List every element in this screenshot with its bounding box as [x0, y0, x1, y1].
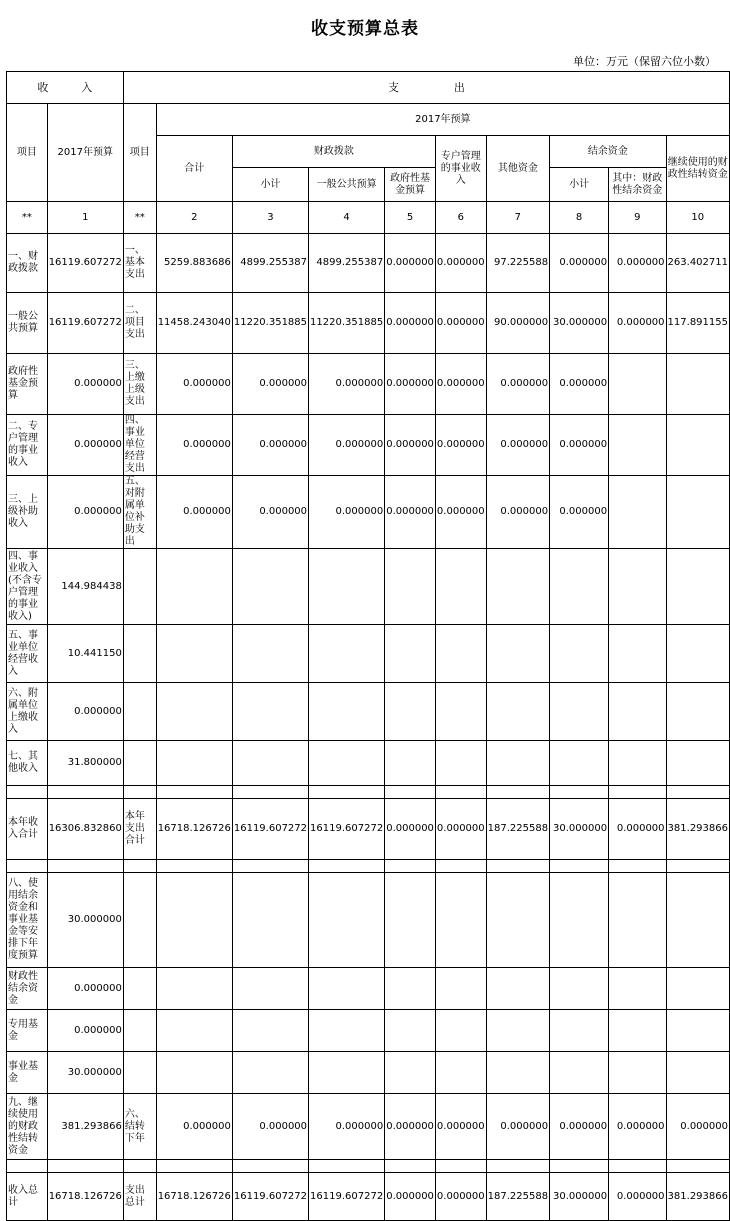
expense-value-cell: 0.000000 [309, 415, 385, 476]
expense-value-cell [550, 968, 609, 1010]
expense-value-cell [232, 1010, 308, 1052]
expense-value-cell: 0.000000 [666, 1094, 729, 1160]
expense-value-cell: 0.000000 [550, 415, 609, 476]
expense-value-cell [666, 476, 729, 549]
expense-value-cell [666, 786, 729, 799]
income-item-cell: 本年收入合计 [7, 799, 48, 860]
expense-value-cell [309, 625, 385, 683]
expense-value-cell: 0.000000 [435, 476, 486, 549]
expense-value-cell [435, 549, 486, 625]
expense-value-cell [232, 625, 308, 683]
expense-item-cell [123, 1052, 156, 1094]
expense-value-cell [435, 1010, 486, 1052]
income-item-cell: 三、上级补助收入 [7, 476, 48, 549]
expense-value-cell: 0.000000 [550, 476, 609, 549]
expense-value-cell: 30.000000 [550, 1173, 609, 1221]
expense-value-cell: 117.891155 [666, 293, 729, 354]
table-row [7, 873, 730, 968]
column-index-cell: ** [123, 202, 156, 234]
expense-value-cell: 0.000000 [609, 1094, 666, 1160]
expense-value-cell [550, 549, 609, 625]
income-budget-cell [47, 786, 123, 799]
income-item-cell: 七、其他收入 [7, 741, 48, 786]
expense-value-cell [609, 625, 666, 683]
expense-value-cell [385, 873, 436, 968]
income-budget-cell: 16119.607272 [47, 234, 123, 293]
table-row [7, 625, 730, 683]
table-row [7, 1010, 730, 1052]
expense-value-cell: 0.000000 [156, 415, 232, 476]
expense-value-cell [309, 1052, 385, 1094]
expense-value-cell [486, 625, 549, 683]
table-row [7, 1160, 730, 1173]
expense-value-cell [232, 741, 308, 786]
expense-value-cell [550, 1010, 609, 1052]
expense-value-cell: 90.000000 [486, 293, 549, 354]
header-gov-fund: 政府性基金预算 [385, 168, 436, 202]
income-item-cell: 六、附属单位上缴收入 [7, 683, 48, 741]
expense-value-cell: 0.000000 [385, 234, 436, 293]
header-subtotal: 小计 [232, 168, 308, 202]
expense-value-cell: 0.000000 [156, 354, 232, 415]
unit-note: 单位：万元（保留六位小数） [573, 55, 716, 68]
expense-value-cell [156, 1052, 232, 1094]
expense-item-cell: 一、基本支出 [123, 234, 156, 293]
expense-value-cell [486, 968, 549, 1010]
expense-item-cell [123, 873, 156, 968]
expense-value-cell [609, 1052, 666, 1094]
expense-value-cell [609, 1010, 666, 1052]
header-budget-2017: 2017年预算 [156, 104, 729, 136]
expense-value-cell [486, 741, 549, 786]
income-item-cell [7, 1160, 48, 1173]
expense-value-cell [385, 786, 436, 799]
table-row [7, 1094, 730, 1160]
expense-item-cell [123, 860, 156, 873]
table-row [7, 234, 730, 293]
expense-value-cell: 0.000000 [385, 1173, 436, 1221]
income-budget-cell [47, 860, 123, 873]
expense-value-cell [666, 741, 729, 786]
expense-value-cell: 0.000000 [232, 415, 308, 476]
expense-value-cell [609, 1160, 666, 1173]
expense-item-cell: 支出总计 [123, 1173, 156, 1221]
expense-value-cell [385, 741, 436, 786]
header-income-budget: 2017年预算 [47, 104, 123, 202]
expense-value-cell: 0.000000 [486, 354, 549, 415]
column-index-cell: 2 [156, 202, 232, 234]
income-budget-cell: 30.000000 [47, 873, 123, 968]
expense-value-cell [550, 683, 609, 741]
expense-value-cell [309, 1160, 385, 1173]
expense-value-cell: 0.000000 [609, 799, 666, 860]
income-budget-cell: 0.000000 [47, 968, 123, 1010]
expense-value-cell [156, 683, 232, 741]
expense-value-cell: 0.000000 [486, 1094, 549, 1160]
expense-value-cell: 16718.126726 [156, 1173, 232, 1221]
expense-value-cell: 0.000000 [385, 354, 436, 415]
expense-value-cell: 0.000000 [609, 1173, 666, 1221]
income-item-cell: 四、事业收入(不含专户管理的事业收入) [7, 549, 48, 625]
expense-value-cell: 381.293866 [666, 1173, 729, 1221]
expense-value-cell: 0.000000 [609, 293, 666, 354]
expense-value-cell [609, 786, 666, 799]
expense-value-cell [666, 1160, 729, 1173]
expense-value-cell: 4899.255387 [232, 234, 308, 293]
expense-value-cell: 187.225588 [486, 1173, 549, 1221]
expense-value-cell [666, 1052, 729, 1094]
table-row [7, 476, 730, 549]
expense-value-cell: 0.000000 [435, 415, 486, 476]
expense-value-cell: 5259.883686 [156, 234, 232, 293]
income-budget-cell: 0.000000 [47, 1010, 123, 1052]
expense-value-cell [309, 860, 385, 873]
expense-value-cell: 187.225588 [486, 799, 549, 860]
expense-value-cell: 0.000000 [550, 234, 609, 293]
income-item-cell: 政府性基金预算 [7, 354, 48, 415]
income-item-cell: 专用基金 [7, 1010, 48, 1052]
expense-value-cell: 0.000000 [486, 415, 549, 476]
expense-value-cell: 11458.243040 [156, 293, 232, 354]
expense-value-cell: 16718.126726 [156, 799, 232, 860]
header-carry: 继续使用的财政性结转资金 [666, 136, 729, 202]
expense-value-cell [609, 860, 666, 873]
expense-value-cell: 97.225588 [486, 234, 549, 293]
expense-value-cell [550, 1052, 609, 1094]
expense-item-cell: 二、项目支出 [123, 293, 156, 354]
expense-value-cell: 0.000000 [609, 234, 666, 293]
expense-item-cell [123, 741, 156, 786]
expense-value-cell [486, 549, 549, 625]
expense-value-cell [666, 354, 729, 415]
header-fiscal: 财政拨款 [232, 136, 435, 168]
expense-value-cell: 381.293866 [666, 799, 729, 860]
expense-value-cell [435, 786, 486, 799]
income-budget-cell: 10.441150 [47, 625, 123, 683]
expense-value-cell [666, 549, 729, 625]
table-row [7, 354, 730, 415]
expense-value-cell [666, 860, 729, 873]
expense-value-cell [666, 968, 729, 1010]
income-budget-cell: 144.984438 [47, 549, 123, 625]
expense-value-cell [609, 683, 666, 741]
expense-value-cell [609, 549, 666, 625]
income-item-cell: 一般公共预算 [7, 293, 48, 354]
header-other: 其他资金 [486, 136, 549, 202]
expense-value-cell: 0.000000 [309, 476, 385, 549]
expense-value-cell [486, 683, 549, 741]
expense-value-cell [550, 786, 609, 799]
header-surplus-sub: 小计 [550, 168, 609, 202]
expense-value-cell [309, 1010, 385, 1052]
header-item-expense: 项目 [123, 104, 156, 202]
expense-value-cell [435, 1160, 486, 1173]
header-surplus: 结余资金 [550, 136, 666, 168]
expense-value-cell: 0.000000 [385, 293, 436, 354]
expense-value-cell [156, 741, 232, 786]
expense-value-cell [435, 625, 486, 683]
expense-value-cell [385, 549, 436, 625]
expense-value-cell: 16119.607272 [232, 799, 308, 860]
income-item-cell [7, 860, 48, 873]
income-budget-cell: 0.000000 [47, 683, 123, 741]
expense-value-cell: 11220.351885 [309, 293, 385, 354]
expense-value-cell [609, 873, 666, 968]
header-surplus-fiscal: 其中：财政性结余资金 [609, 168, 666, 202]
expense-value-cell: 0.000000 [550, 354, 609, 415]
expense-value-cell: 0.000000 [232, 354, 308, 415]
header-item-income: 项目 [7, 104, 48, 202]
expense-value-cell [385, 1052, 436, 1094]
expense-value-cell [609, 354, 666, 415]
expense-value-cell [666, 625, 729, 683]
expense-value-cell [486, 786, 549, 799]
expense-value-cell: 4899.255387 [309, 234, 385, 293]
column-index-cell: 7 [486, 202, 549, 234]
expense-item-cell: 五、对附属单位补助支出 [123, 476, 156, 549]
table-row [7, 1173, 730, 1221]
expense-value-cell: 30.000000 [550, 799, 609, 860]
income-budget-cell: 0.000000 [47, 354, 123, 415]
expense-value-cell [486, 1160, 549, 1173]
expense-item-cell: 六、结转下年 [123, 1094, 156, 1160]
income-budget-cell: 30.000000 [47, 1052, 123, 1094]
column-index-cell: 3 [232, 202, 308, 234]
expense-value-cell: 0.000000 [385, 415, 436, 476]
table-row [7, 415, 730, 476]
header-income: 收 入 [7, 72, 124, 104]
expense-value-cell [609, 476, 666, 549]
expense-item-cell [123, 786, 156, 799]
expense-value-cell [156, 625, 232, 683]
expense-value-cell [550, 860, 609, 873]
expense-value-cell [435, 860, 486, 873]
income-item-cell: 二、专户管理的事业收入 [7, 415, 48, 476]
expense-value-cell [486, 860, 549, 873]
expense-value-cell: 11220.351885 [232, 293, 308, 354]
expense-value-cell: 0.000000 [435, 234, 486, 293]
expense-value-cell [609, 968, 666, 1010]
expense-value-cell [550, 625, 609, 683]
expense-value-cell [609, 415, 666, 476]
expense-value-cell [232, 873, 308, 968]
header-total: 合计 [156, 136, 232, 202]
expense-value-cell [156, 1160, 232, 1173]
expense-value-cell: 0.000000 [385, 1094, 436, 1160]
expense-value-cell: 16119.607272 [309, 1173, 385, 1221]
expense-value-cell [232, 549, 308, 625]
expense-value-cell [309, 549, 385, 625]
expense-value-cell [309, 968, 385, 1010]
expense-value-cell [309, 741, 385, 786]
expense-value-cell: 16119.607272 [232, 1173, 308, 1221]
income-item-cell: 收入总计 [7, 1173, 48, 1221]
expense-value-cell [385, 625, 436, 683]
expense-value-cell [550, 1160, 609, 1173]
expense-value-cell [232, 860, 308, 873]
expense-value-cell: 0.000000 [232, 1094, 308, 1160]
expense-value-cell [385, 1160, 436, 1173]
table-row [7, 799, 730, 860]
expense-value-cell [232, 683, 308, 741]
column-index-cell: 1 [47, 202, 123, 234]
expense-value-cell [550, 873, 609, 968]
income-item-cell: 八、使用结余资金和事业基金等安排下年度预算 [7, 873, 48, 968]
income-item-cell: 事业基金 [7, 1052, 48, 1094]
income-budget-cell: 381.293866 [47, 1094, 123, 1160]
income-item-cell: 财政性结余资金 [7, 968, 48, 1010]
expense-value-cell [435, 683, 486, 741]
expense-value-cell [486, 1052, 549, 1094]
expense-value-cell: 0.000000 [156, 476, 232, 549]
expense-value-cell [232, 968, 308, 1010]
expense-value-cell [309, 786, 385, 799]
column-index-cell: 8 [550, 202, 609, 234]
table-row [7, 1052, 730, 1094]
expense-value-cell [156, 873, 232, 968]
expense-value-cell [435, 1052, 486, 1094]
column-index-cell: 5 [385, 202, 436, 234]
expense-value-cell: 0.000000 [486, 476, 549, 549]
expense-value-cell [486, 873, 549, 968]
expense-value-cell [156, 549, 232, 625]
expense-value-cell: 0.000000 [435, 293, 486, 354]
table-row [7, 786, 730, 799]
expense-value-cell: 16119.607272 [309, 799, 385, 860]
expense-item-cell [123, 549, 156, 625]
expense-item-cell: 三、上缴上级支出 [123, 354, 156, 415]
expense-value-cell [232, 1052, 308, 1094]
column-index-cell: 4 [309, 202, 385, 234]
expense-value-cell [385, 1010, 436, 1052]
expense-value-cell [309, 683, 385, 741]
column-index-cell: 6 [435, 202, 486, 234]
column-index-cell: 10 [666, 202, 729, 234]
income-budget-cell: 16119.607272 [47, 293, 123, 354]
expense-value-cell [385, 683, 436, 741]
income-budget-cell: 0.000000 [47, 476, 123, 549]
expense-value-cell [666, 683, 729, 741]
expense-value-cell: 0.000000 [435, 1173, 486, 1221]
expense-item-cell [123, 683, 156, 741]
income-budget-cell: 31.800000 [47, 741, 123, 786]
expense-value-cell [232, 1160, 308, 1173]
expense-value-cell [666, 1010, 729, 1052]
expense-value-cell: 0.000000 [435, 354, 486, 415]
expense-value-cell [156, 786, 232, 799]
expense-value-cell [309, 873, 385, 968]
expense-value-cell: 0.000000 [309, 354, 385, 415]
expense-item-cell [123, 968, 156, 1010]
expense-item-cell: 四、事业单位经营支出 [123, 415, 156, 476]
column-index-cell: 9 [609, 202, 666, 234]
column-index-cell: ** [7, 202, 48, 234]
expense-value-cell [385, 968, 436, 1010]
expense-value-cell: 0.000000 [385, 799, 436, 860]
expense-value-cell [435, 873, 486, 968]
table-row [7, 549, 730, 625]
expense-item-cell: 本年支出合计 [123, 799, 156, 860]
expense-value-cell [156, 1010, 232, 1052]
income-item-cell: 五、事业单位经营收入 [7, 625, 48, 683]
expense-value-cell: 30.000000 [550, 293, 609, 354]
expense-item-cell [123, 1010, 156, 1052]
expense-value-cell [435, 968, 486, 1010]
header-general: 一般公共预算 [309, 168, 385, 202]
expense-value-cell: 0.000000 [156, 1094, 232, 1160]
expense-item-cell [123, 1160, 156, 1173]
table-row [7, 968, 730, 1010]
expense-value-cell [486, 1010, 549, 1052]
income-budget-cell: 16718.126726 [47, 1173, 123, 1221]
income-budget-cell [47, 1160, 123, 1173]
expense-value-cell [385, 860, 436, 873]
income-item-cell: 一、财政拨款 [7, 234, 48, 293]
header-expense: 支 出 [123, 72, 729, 104]
page-title: 收支预算总表 [311, 19, 419, 39]
expense-item-cell [123, 625, 156, 683]
expense-value-cell [156, 860, 232, 873]
expense-value-cell [435, 741, 486, 786]
income-budget-cell: 0.000000 [47, 415, 123, 476]
expense-value-cell: 0.000000 [550, 1094, 609, 1160]
expense-value-cell [666, 873, 729, 968]
table-row [7, 683, 730, 741]
table-row [7, 741, 730, 786]
header-special: 专户管理的事业收入 [435, 136, 486, 202]
expense-value-cell [666, 415, 729, 476]
expense-value-cell [609, 741, 666, 786]
table-row [7, 860, 730, 873]
income-item-cell [7, 786, 48, 799]
expense-value-cell: 0.000000 [385, 476, 436, 549]
income-budget-cell: 16306.832860 [47, 799, 123, 860]
expense-value-cell: 263.402711 [666, 234, 729, 293]
expense-value-cell [156, 968, 232, 1010]
expense-value-cell [550, 741, 609, 786]
expense-value-cell: 0.000000 [232, 476, 308, 549]
budget-table [6, 71, 730, 1221]
expense-value-cell: 0.000000 [435, 1094, 486, 1160]
income-item-cell: 九、继续使用的财政性结转资金 [7, 1094, 48, 1160]
expense-value-cell: 0.000000 [309, 1094, 385, 1160]
expense-value-cell [232, 786, 308, 799]
table-row [7, 293, 730, 354]
expense-value-cell: 0.000000 [435, 799, 486, 860]
